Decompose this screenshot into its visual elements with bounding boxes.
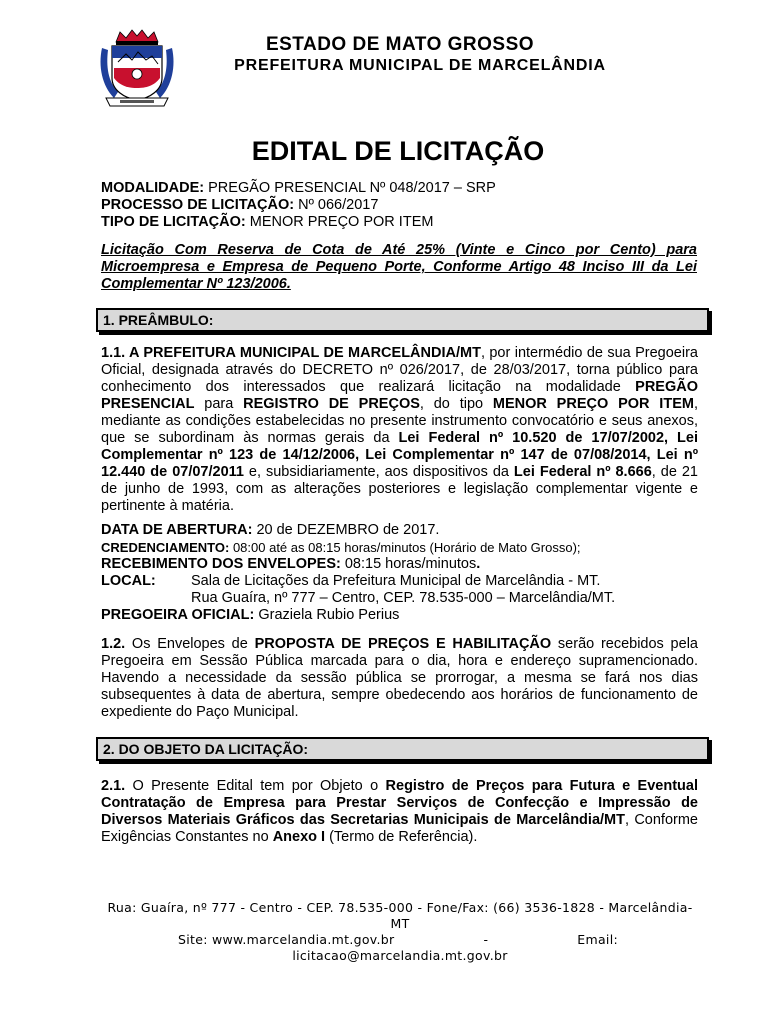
pregoeira-row	[101, 607, 701, 624]
document-title: EDITAL DE LICITAÇÃO	[251, 136, 545, 166]
tipo-value: MENOR PREÇO POR ITEM	[245, 214, 434, 230]
p11-text-4: , mediante as condições estabelecidas no presente instrumento convocatório e seus anexos, que se subordinam às normas gerais da	[101, 396, 698, 446]
p11-text-1: , por intermédio de sua Pregoeira Oficial, designada através do DECRETO nº 026/2017, de 28/03/2017, torna público para conhecimento dos interessados que realizará licitação na modalidade	[101, 345, 698, 395]
footer-dash: -	[483, 932, 489, 947]
processo-row	[101, 197, 701, 214]
footer-email: licitacao@marcelandia.mt.gov.br	[292, 948, 508, 963]
footer-contact-row	[100, 932, 700, 948]
section-heading-objeto: 2. DO OBJETO DA LICITAÇÃO:	[96, 737, 709, 761]
abertura-row	[101, 522, 701, 539]
local-row	[101, 573, 701, 590]
p11-lead: 1.1. A PREFEITURA MUNICIPAL DE MARCELÂNDIA/MT	[101, 345, 481, 361]
paragraph-1-1	[101, 345, 698, 515]
p21-text-2: , Conforme Exigências Constantes no	[101, 812, 698, 845]
recebimento-value: 08:15 horas/minutos	[340, 556, 477, 572]
section-heading-preambulo: 1. PREÂMBULO:	[96, 308, 709, 332]
processo-value: Nº 066/2017	[294, 197, 379, 213]
local-label: LOCAL:	[101, 573, 156, 589]
p12-bold-1: PROPOSTA DE PREÇOS E HABILITAÇÃO	[254, 636, 552, 652]
footer-site: Site: www.marcelandia.mt.gov.br	[178, 932, 395, 947]
credenciamento-value: 08:00 até as 08:15 horas/minutos (Horário de Mato Grosso);	[229, 540, 581, 555]
recebimento-label: RECEBIMENTO DOS ENVELOPES:	[101, 556, 341, 572]
recebimento-row	[101, 556, 701, 573]
modalidade-value: PREGÃO PRESENCIAL Nº 048/2017 – SRP	[204, 180, 496, 196]
credenciamento-row	[101, 539, 701, 556]
p21-text-1: O Presente Edital tem por Objeto o	[125, 778, 386, 794]
p21-bold-2: Anexo I	[272, 829, 326, 845]
p11-text-6: , de 21 de junho de 1993, com as alterações posteriores e legislação complementar vigente e pertinente à matéria.	[101, 464, 698, 514]
processo-label: PROCESSO DE LICITAÇÃO:	[101, 197, 295, 213]
p21-text-3: (Termo de Referência).	[325, 829, 478, 845]
paragraph-1-2	[101, 636, 698, 721]
footer-email-label: Email:	[577, 932, 618, 947]
p12-lead: 1.2.	[101, 636, 126, 652]
tipo-row	[101, 214, 701, 231]
reserve-quota-note: Licitação Com Reserva de Cota de Até 25% (Vinte e Cinco por Cento) para Microempresa e Empresa de Pequeno Porte, Conforme Artigo 48 Inciso III da Lei Complementar Nº 123/2006.	[101, 242, 697, 292]
session-info	[101, 522, 701, 624]
coat-of-arms-icon	[96, 26, 178, 110]
p11-bold-5: Lei Federal nº 8.666	[513, 464, 652, 480]
p11-text-3: , do tipo	[419, 396, 493, 412]
p11-text-5: e, subsidiariamente, aos dispositivos da	[243, 464, 514, 480]
tipo-label: TIPO DE LICITAÇÃO:	[101, 214, 246, 230]
state-header: ESTADO DE MATO GROSSO	[265, 34, 535, 55]
local-address-row	[101, 590, 701, 607]
p11-bold-2: REGISTRO DE PREÇOS	[243, 396, 420, 412]
footer-address: Rua: Guaíra, nº 777 - Centro - CEP. 78.535-000 - Fone/Fax: (66) 3536-1828 - Marcelândia-MT	[107, 900, 693, 931]
pregoeira-label: PREGOEIRA OFICIAL:	[101, 607, 255, 623]
p11-text-2: para	[194, 396, 244, 412]
p11-bold-1: PREGÃO PRESENCIAL	[101, 379, 698, 412]
modalidade-label: MODALIDADE:	[101, 180, 205, 196]
recebimento-end: .	[476, 556, 481, 572]
procurement-metadata	[101, 180, 701, 231]
p21-bold-1: Registro de Preços para Futura e Eventual Contratação de Empresa para Prestar Serviços de Confecção e Impressão de Diversos Materiais Gráficos das Secretarias Municipais de Marcelândia/MT	[101, 778, 698, 828]
p11-bold-3: MENOR PREÇO POR ITEM	[492, 396, 694, 412]
page-footer	[100, 900, 700, 964]
local-line-1: Sala de Licitações da Prefeitura Municipal de Marcelândia - MT.	[191, 573, 601, 589]
local-line-2: Rua Guaíra, nº 777 – Centro, CEP. 78.535-000 – Marcelândia/MT.	[191, 590, 616, 606]
paragraph-2-1	[101, 778, 698, 846]
p12-text-1: Os Envelopes de	[125, 636, 255, 652]
p21-lead: 2.1.	[101, 778, 126, 794]
pregoeira-value: Graziela Rubio Perius	[254, 607, 400, 623]
credenciamento-label: CREDENCIAMENTO:	[101, 540, 230, 555]
p11-bold-4: Lei Federal nº 10.520 de 17/07/2002, Lei Complementar nº 123 de 14/12/2006, Lei Complementar nº 147 de 07/08/2014, Lei nº 12.440 de 07/07/2011	[101, 430, 698, 480]
abertura-label: DATA DE ABERTURA:	[101, 522, 253, 538]
prefecture-header: PREFEITURA MUNICIPAL DE MARCELÂNDIA	[234, 57, 606, 74]
abertura-value: 20 de DEZEMBRO de 2017.	[252, 522, 440, 538]
modalidade-row	[101, 180, 701, 197]
p12-text-2: serão recebidos pela Pregoeira em Sessão Pública marcada para o dia, hora e endereço supramencionado. Havendo a necessidade da sessão pública se prorrogar, a mesma se fará nos dias subsequentes à data de abertura, sempre obedecendo aos horários de funcionamento de expediente do Paço Municipal.	[101, 636, 698, 720]
